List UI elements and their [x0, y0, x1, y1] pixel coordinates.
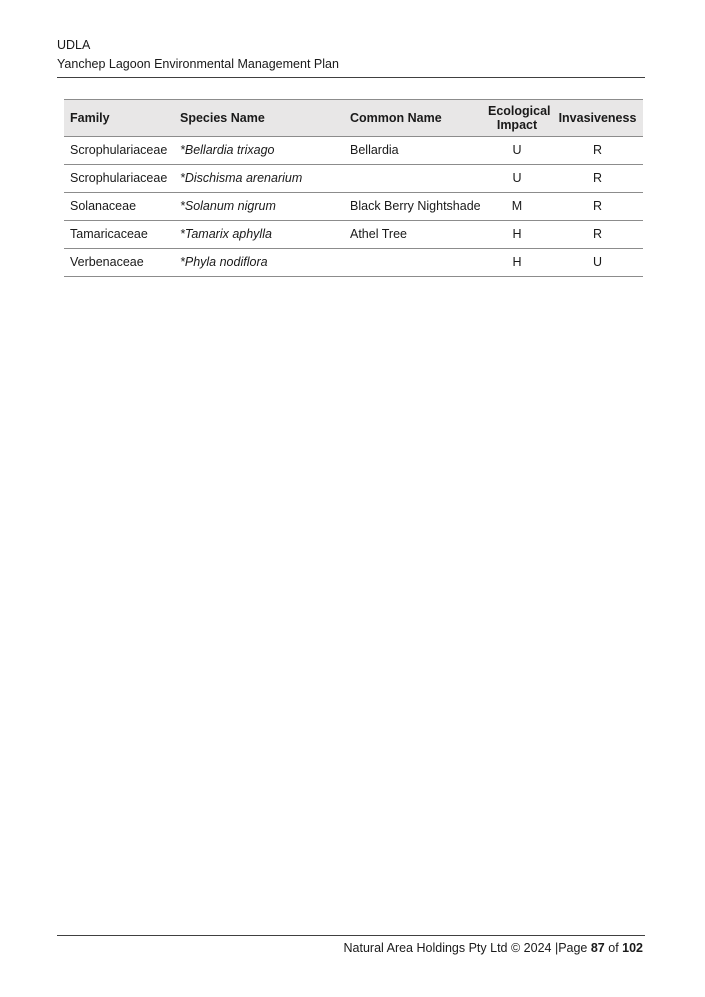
table-header-row: [64, 100, 643, 137]
table-row: [64, 249, 643, 277]
cell-ecological-impact: U: [482, 137, 552, 165]
cell-species-name: *Dischisma arenarium: [174, 165, 344, 193]
column-header-species-name: Species Name: [174, 100, 344, 137]
cell-species-name: *Bellardia trixago: [174, 137, 344, 165]
cell-invasiveness: R: [552, 165, 643, 193]
column-header-family: Family: [64, 100, 174, 137]
cell-invasiveness: R: [552, 193, 643, 221]
column-header-invasiveness: Invasiveness: [552, 100, 643, 137]
table-row: [64, 137, 643, 165]
cell-common-name: Bellardia: [344, 137, 482, 165]
cell-invasiveness: U: [552, 249, 643, 277]
document-footer: [57, 939, 643, 957]
cell-family: Tamaricaceae: [64, 221, 174, 249]
cell-ecological-impact: H: [482, 221, 552, 249]
cell-invasiveness: R: [552, 221, 643, 249]
column-header-common-name: Common Name: [344, 100, 482, 137]
cell-species-name: *Tamarix aphylla: [174, 221, 344, 249]
table-row: [64, 193, 643, 221]
cell-ecological-impact: H: [482, 249, 552, 277]
weed-species-table: [64, 99, 643, 277]
footer-divider-line: [57, 935, 645, 936]
header-divider-line: [57, 77, 645, 78]
cell-family: Solanaceae: [64, 193, 174, 221]
cell-family: Scrophulariaceae: [64, 165, 174, 193]
cell-common-name: Black Berry Nightshade: [344, 193, 482, 221]
footer-company-text: Natural Area Holdings Pty Ltd © 2024 |Page: [343, 941, 591, 955]
footer-page-number: 87: [590, 941, 605, 955]
cell-invasiveness: R: [552, 137, 643, 165]
cell-ecological-impact: M: [482, 193, 552, 221]
document-header: [57, 36, 645, 74]
cell-species-name: *Solanum nigrum: [174, 193, 344, 221]
cell-common-name: Athel Tree: [344, 221, 482, 249]
column-header-ecological-impact: Ecological Impact: [482, 100, 552, 137]
cell-common-name: [344, 249, 482, 277]
header-document-title: Yanchep Lagoon Environmental Management Plan: [57, 57, 339, 71]
footer-page-total: 102: [622, 941, 643, 955]
table-row: [64, 165, 643, 193]
cell-species-name: *Phyla nodiflora: [174, 249, 344, 277]
cell-common-name: [344, 165, 482, 193]
cell-ecological-impact: U: [482, 165, 552, 193]
cell-family: Verbenaceae: [64, 249, 174, 277]
table-row: [64, 221, 643, 249]
header-org-name: UDLA: [57, 38, 91, 52]
cell-family: Scrophulariaceae: [64, 137, 174, 165]
footer-of-text: of: [604, 941, 623, 955]
